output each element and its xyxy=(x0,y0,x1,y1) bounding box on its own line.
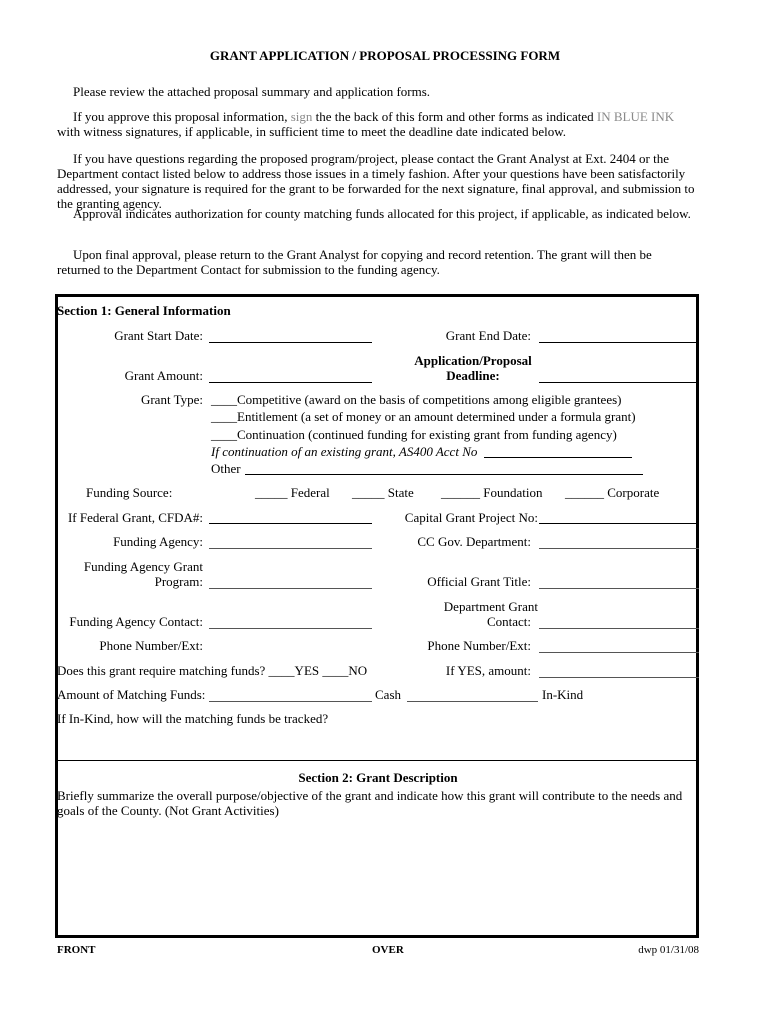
app-deadline-field[interactable] xyxy=(539,382,699,383)
official-title-field[interactable] xyxy=(539,588,699,589)
funding-contact-field[interactable] xyxy=(209,628,372,629)
footer-revision: dwp 01/31/08 xyxy=(638,944,699,956)
funding-contact-label: Funding Agency Contact: xyxy=(69,614,203,629)
cfda-field[interactable] xyxy=(209,523,372,524)
type-continuation[interactable]: ____Continuation (continued funding for existing grant from funding agency) xyxy=(211,427,617,442)
phone-right-field[interactable] xyxy=(539,652,699,653)
dept-contact-field[interactable] xyxy=(539,628,699,629)
funding-source-label: Funding Source: xyxy=(86,485,173,500)
intro-paragraph-2 xyxy=(57,109,697,139)
footer-over: OVER xyxy=(372,944,404,956)
grant-start-field[interactable] xyxy=(209,342,372,343)
section-divider xyxy=(58,760,698,761)
cc-gov-dept-label: CC Gov. Department: xyxy=(417,534,531,549)
grant-end-label: Grant End Date: xyxy=(445,328,531,343)
cash-field[interactable] xyxy=(407,701,538,702)
type-competitive[interactable]: ____Competitive (award on the basis of competitions among eligible grantees) xyxy=(211,392,622,407)
type-entitlement[interactable]: ____Entitlement (a set of money or an amount determined under a formula grant) xyxy=(211,409,636,424)
intro-p2-a: If you approve this proposal information, xyxy=(73,109,291,124)
intro-p2-c: with witness signatures, if applicable, in sufficient time to meet the deadline date indicated below. xyxy=(57,124,567,139)
other-field[interactable] xyxy=(245,474,643,475)
capital-project-field[interactable] xyxy=(539,523,699,524)
grant-type-label: Grant Type: xyxy=(140,392,203,407)
cash-label: Cash xyxy=(375,687,401,702)
dept-contact-label-2: Contact: xyxy=(486,614,531,629)
grant-amount-field[interactable] xyxy=(209,382,372,383)
form-title: GRANT APPLICATION / PROPOSAL PROCESSING FORM xyxy=(209,48,561,63)
if-yes-amount-field[interactable] xyxy=(539,677,699,678)
section2-description: Briefly summarize the overall purpose/objective of the grant and indicate how this grant will contribute to the needs and goals of the County. (Not Grant Activities) xyxy=(57,788,683,818)
app-deadline-label-2: Deadline: xyxy=(446,368,500,383)
phone-left-label: Phone Number/Ext: xyxy=(99,638,203,653)
footer-front: FRONT xyxy=(57,944,96,956)
intro-paragraph-4: Approval indicates authorization for county matching funds allocated for this project, if applicable, as indicated below. xyxy=(73,206,691,221)
funding-agency-label: Funding Agency: xyxy=(113,534,203,549)
funding-program-label-1: Funding Agency Grant xyxy=(83,559,203,574)
as400-acct-field[interactable] xyxy=(484,457,632,458)
amount-matching-label: Amount of Matching Funds: xyxy=(57,687,206,702)
grant-amount-label: Grant Amount: xyxy=(124,368,203,383)
cc-gov-dept-field[interactable] xyxy=(539,548,699,549)
source-corporate[interactable]: ______ Corporate xyxy=(565,485,660,500)
continuation-note: If continuation of an existing grant, AS400 Acct No xyxy=(211,444,478,459)
source-federal[interactable]: _____ Federal xyxy=(255,485,330,500)
section2-heading: Section 2: Grant Description xyxy=(298,770,458,785)
in-kind-label: In-Kind xyxy=(542,687,584,702)
grant-start-label: Grant Start Date: xyxy=(114,328,203,343)
matching-funds-question[interactable]: Does this grant require matching funds? ____YES ____NO xyxy=(57,663,368,678)
intro-paragraph-1: Please review the attached proposal summary and application forms. xyxy=(73,84,431,99)
intro-p2-sign: sign xyxy=(290,109,313,124)
intro-paragraph-3: If you have questions regarding the proposed program/project, please contact the Grant Analyst at Ext. 2404 or the Department contact listed below to address those issues in a timely fashion. After your questions have been satisfactorily addressed, your signature is required for the grant to be forwarded for the next signature, final approval, and submission to the granting agency. xyxy=(57,151,695,211)
grant-end-field[interactable] xyxy=(539,342,699,343)
source-foundation[interactable]: ______ Foundation xyxy=(441,485,543,500)
intro-p2-ink: IN BLUE INK xyxy=(596,109,675,124)
intro-p2-b: the the back of this form and other forms as indicated xyxy=(312,109,597,124)
section1-heading: Section 1: General Information xyxy=(57,303,231,318)
other-label: Other xyxy=(211,461,241,476)
source-state[interactable]: _____ State xyxy=(352,485,414,500)
if-yes-amount-label: If YES, amount: xyxy=(445,663,531,678)
intro-paragraph-5: Upon final approval, please return to the Grant Analyst for copying and record retention. The grant will then be returned to the Department Contact for submission to the funding agency. xyxy=(57,247,652,277)
phone-right-label: Phone Number/Ext: xyxy=(427,638,531,653)
capital-project-label: Capital Grant Project No: xyxy=(404,510,538,525)
cfda-label: If Federal Grant, CFDA#: xyxy=(67,510,203,525)
funding-agency-field[interactable] xyxy=(209,548,372,549)
funding-program-label-2: Program: xyxy=(154,574,203,589)
in-kind-tracking-question: If In-Kind, how will the matching funds be tracked? xyxy=(57,711,329,726)
funding-program-field[interactable] xyxy=(209,588,372,589)
dept-contact-label-1: Department Grant xyxy=(443,599,538,614)
amount-matching-field[interactable] xyxy=(209,701,372,702)
app-deadline-label-1: Application/Proposal xyxy=(414,353,532,368)
official-title-label: Official Grant Title: xyxy=(427,574,531,589)
